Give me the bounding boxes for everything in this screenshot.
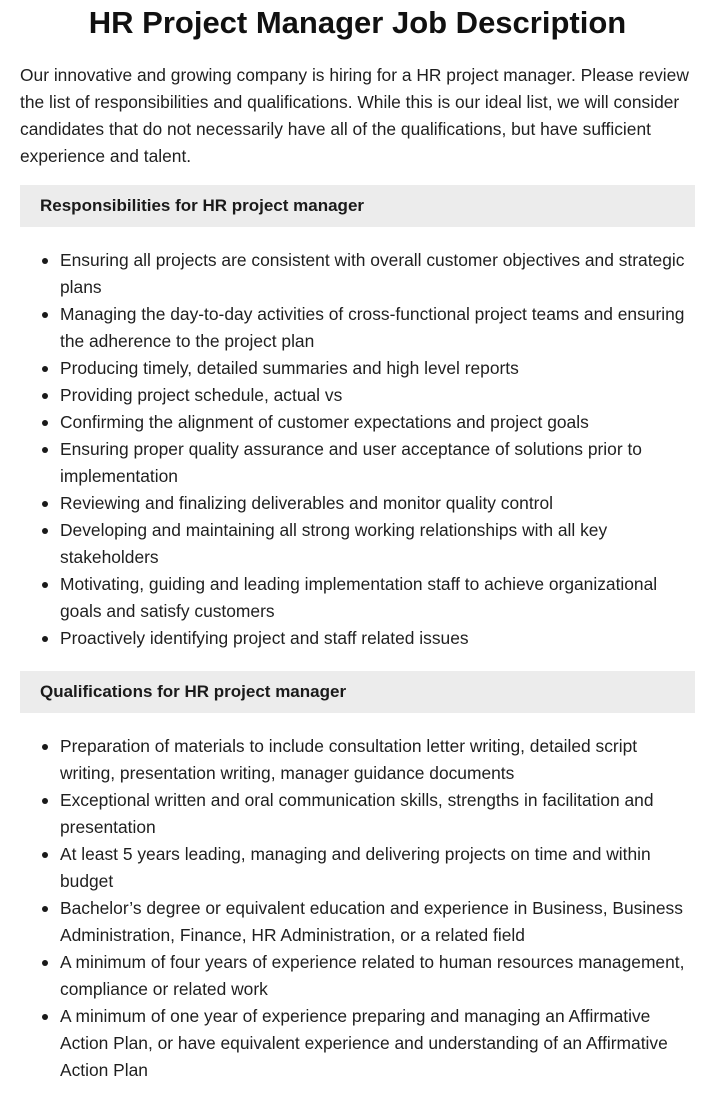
intro-paragraph: Our innovative and growing company is hiring for a HR project manager. Please review the list of responsibilities and qualifications. While this is our ideal list, we will consider candidates that do not necessarily have all of the qualifications, but have sufficient experience and talent. bbox=[20, 65, 689, 166]
list-item: Bachelor’s degree or equivalent education and experience in Business, Business Administration, Finance, HR Administration, or a related field bbox=[20, 895, 695, 949]
list-item: Developing and maintaining all strong working relationships with all key stakeholders bbox=[20, 517, 695, 571]
list-item: Reviewing and finalizing deliverables and monitor quality control bbox=[20, 490, 695, 517]
list-item: Ensuring all projects are consistent with overall customer objectives and strategic plans bbox=[20, 247, 695, 301]
list-item: Providing project schedule, actual vs bbox=[20, 382, 695, 409]
list-item: Confirming the alignment of customer expectations and project goals bbox=[20, 409, 695, 436]
list-item: Motivating, guiding and leading implementation staff to achieve organizational goals and satisfy customers bbox=[20, 571, 695, 625]
qualifications-heading: Qualifications for HR project manager bbox=[20, 671, 695, 713]
list-item: Proactively identifying project and staff related issues bbox=[20, 625, 695, 652]
list-item: Exceptional written and oral communication skills, strengths in facilitation and presentation bbox=[20, 787, 695, 841]
list-item: Preparation of materials to include consultation letter writing, detailed script writing, presentation writing, manager guidance documents bbox=[20, 733, 695, 787]
list-item: A minimum of one year of experience preparing and managing an Affirmative Action Plan, or have equivalent experience and understanding of an Affirmative Action Plan bbox=[20, 1003, 695, 1084]
qualifications-list bbox=[20, 733, 695, 1084]
list-item: A minimum of four years of experience related to human resources management, compliance or related work bbox=[20, 949, 695, 1003]
list-item: Ensuring proper quality assurance and user acceptance of solutions prior to implementation bbox=[20, 436, 695, 490]
responsibilities-heading: Responsibilities for HR project manager bbox=[20, 185, 695, 227]
page-title: HR Project Manager Job Description bbox=[88, 5, 627, 40]
list-item: Managing the day-to-day activities of cross-functional project teams and ensuring the adherence to the project plan bbox=[20, 301, 695, 355]
list-item: At least 5 years leading, managing and delivering projects on time and within budget bbox=[20, 841, 695, 895]
list-item: Producing timely, detailed summaries and high level reports bbox=[20, 355, 695, 382]
responsibilities-list bbox=[20, 247, 695, 652]
